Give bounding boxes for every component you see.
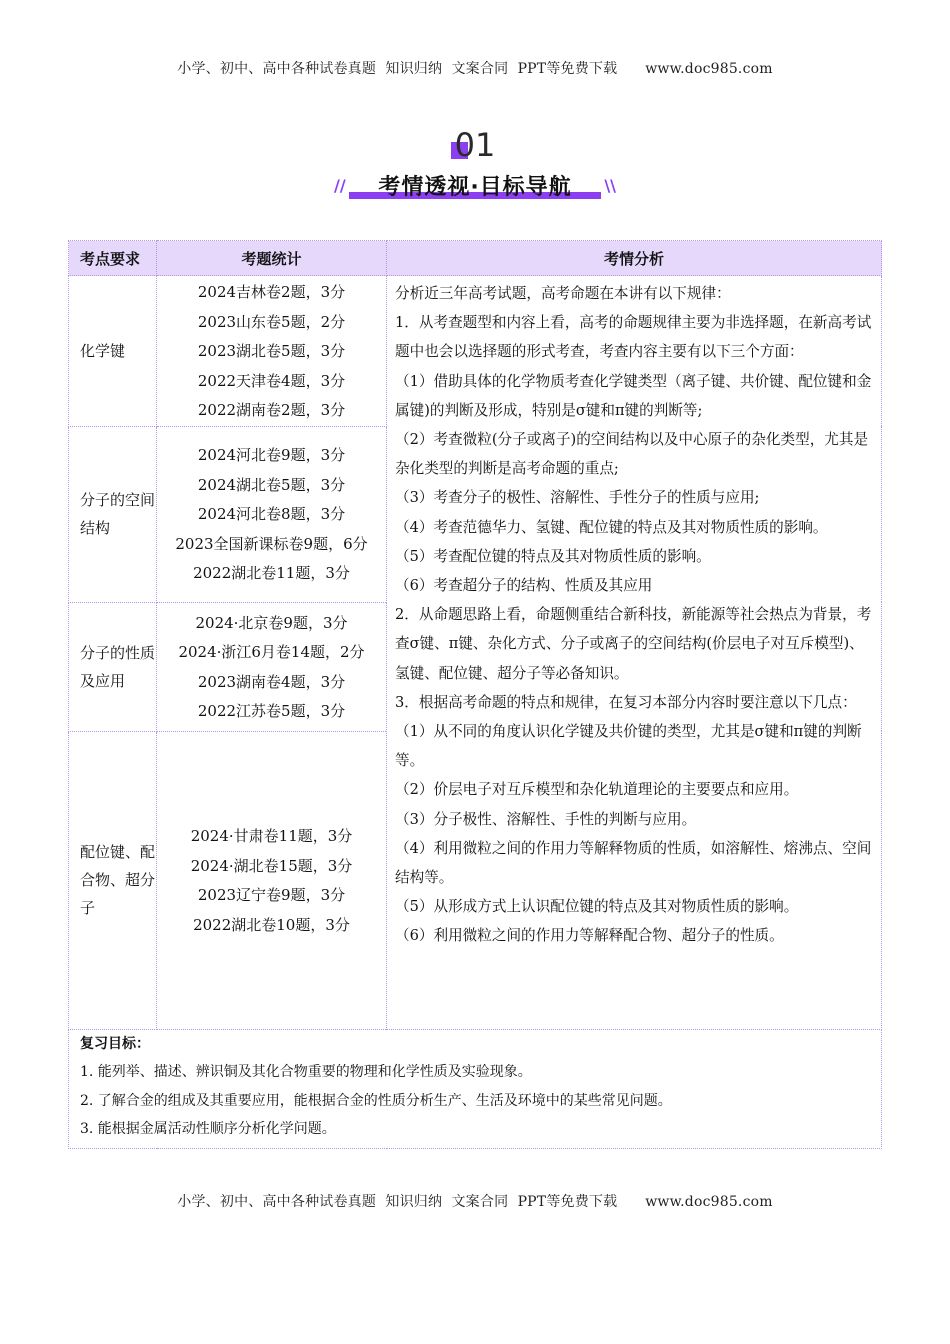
analysis-line: （4）利用微粒之间的作用力等解释物质的性质，如溶解性、熔沸点、空间结构等。 bbox=[395, 839, 872, 887]
section-title-banner bbox=[331, 168, 619, 208]
slash-decoration-right: \\ bbox=[604, 176, 616, 195]
stat-line: 2024吉林卷2题，3分 bbox=[197, 283, 346, 301]
stat-line: 2023湖北卷5题，3分 bbox=[197, 342, 346, 360]
analysis-line: （5）考查配位键的特点及其对物质性质的影响。 bbox=[395, 547, 711, 565]
goal-item: 2. 了解合金的组成及其重要应用，能根据合金的性质分析生产、生活及环境中的某些常见问题。 bbox=[80, 1092, 672, 1109]
analysis-line: （3）考查分子的极性、溶解性、手性分子的性质与应用; bbox=[395, 489, 760, 507]
goals-title: 复习目标： bbox=[80, 1035, 150, 1052]
stat-line: 2022湖北卷11题，3分 bbox=[193, 564, 350, 583]
stat-line: 2023辽宁卷9题，3分 bbox=[197, 886, 346, 904]
stat-line: 2024·甘肃卷11题，3分 bbox=[190, 827, 353, 845]
stat-line: 2024河北卷8题，3分 bbox=[197, 505, 346, 524]
page-footer: 小学、初中、高中各种试卷真题 知识归纳 文案合同 PPT等免费下载 www.doc985.com bbox=[177, 1194, 773, 1210]
section-number: 01 bbox=[454, 126, 496, 164]
stat-line: 2024湖北卷5题，3分 bbox=[197, 475, 346, 494]
table-header-row bbox=[69, 241, 882, 276]
header-stats: 考题统计 bbox=[157, 241, 387, 276]
analysis-line: （4）考查范德华力、氢键、配位键的特点及其对物质性质的影响。 bbox=[395, 518, 828, 536]
stat-line: 2022江苏卷5题，3分 bbox=[197, 702, 346, 720]
stat-line: 2024·湖北卷15题，3分 bbox=[190, 856, 353, 875]
topic-cell: 化学键 bbox=[69, 276, 157, 427]
stat-line: 2024·浙江6月卷14题，2分 bbox=[178, 643, 365, 661]
stat-line: 2024河北卷9题，3分 bbox=[197, 446, 346, 465]
slash-decoration-left: // bbox=[334, 176, 346, 195]
stat-line: 2023全国新课标卷9题，6分 bbox=[175, 534, 368, 553]
goals-row bbox=[69, 1029, 882, 1148]
header-analysis: 考情分析 bbox=[387, 241, 882, 276]
analysis-line: （6）考查超分子的结构、性质及其应用 bbox=[395, 577, 653, 595]
header-topic: 考点要求 bbox=[69, 241, 157, 276]
topic-cell: 分子的性质及应用 bbox=[69, 602, 157, 731]
page-header: 小学、初中、高中各种试卷真题 知识归纳 文案合同 PPT等免费下载 www.doc985.com bbox=[177, 61, 773, 77]
analysis-line: （1）从不同的角度认识化学键及共价键的类型，尤其是σ键和π键的判断等。 bbox=[395, 723, 862, 770]
stats-cell bbox=[157, 426, 387, 602]
stat-line: 2022湖北卷10题，3分 bbox=[193, 915, 350, 934]
table-row bbox=[69, 276, 882, 427]
topic-cell: 配位键、配合物、超分子 bbox=[69, 731, 157, 1029]
stat-line: 2024·北京卷9题，3分 bbox=[195, 613, 348, 632]
analysis-line: （3）分子极性、溶解性、手性的判断与应用。 bbox=[395, 810, 697, 828]
analysis-line: 2．从命题思路上看，命题侧重结合新科技，新能源等社会热点为背景，考查σ键、π键、杂化方式、分子或离子的空间结构(价层电子对互斥模型)、氢键、配位键、超分子等必备知识。 bbox=[395, 606, 872, 682]
analysis-cell bbox=[387, 276, 882, 1030]
topic-cell: 分子的空间结构 bbox=[69, 426, 157, 602]
stats-cell bbox=[157, 731, 387, 1029]
analysis-line: （5）从形成方式上认识配位键的特点及其对物质性质的影响。 bbox=[395, 898, 799, 916]
goals-cell bbox=[69, 1029, 882, 1148]
stats-cell bbox=[157, 602, 387, 731]
stat-line: 2022天津卷4题，3分 bbox=[197, 371, 346, 390]
stat-line: 2022湖南卷2题，3分 bbox=[197, 401, 346, 419]
stat-line: 2023湖南卷4题，3分 bbox=[197, 672, 346, 691]
exam-analysis-table bbox=[68, 240, 882, 1149]
stats-cell bbox=[157, 276, 387, 427]
goal-item: 3. 能根据金属活动性顺序分析化学问题。 bbox=[80, 1121, 336, 1138]
goal-item: 1. 能列举、描述、辨识铜及其化合物重要的物理和化学性质及实验现象。 bbox=[80, 1064, 532, 1081]
analysis-line: （2）考查微粒(分子或离子)的空间结构以及中心原子的杂化类型，尤其是杂化类型的判断是高考命题的重点; bbox=[395, 431, 869, 478]
stat-line: 2023山东卷5题，2分 bbox=[197, 312, 346, 331]
analysis-line: （2）价层电子对互斥模型和杂化轨道理论的主要要点和应用。 bbox=[395, 781, 799, 799]
section-title: 考情透视·目标导航 bbox=[378, 175, 572, 200]
analysis-line: 3．根据高考命题的特点和规律，在复习本部分内容时要注意以下几点： bbox=[395, 693, 857, 711]
analysis-line: 分析近三年高考试题，高考命题在本讲有以下规律： bbox=[395, 285, 731, 302]
analysis-line: 1．从考查题型和内容上看，高考的命题规律主要为非选择题，在新高考试题中也会以选择题的形式考查，考查内容主要有以下三个方面： bbox=[395, 314, 872, 361]
analysis-line: （6）利用微粒之间的作用力等解释配合物、超分子的性质。 bbox=[395, 927, 784, 945]
analysis-line: （1）借助具体的化学物质考查化学键类型（离子键、共价键、配位键和金属键)的判断及形成，特别是σ键和π键的判断等; bbox=[395, 372, 872, 419]
